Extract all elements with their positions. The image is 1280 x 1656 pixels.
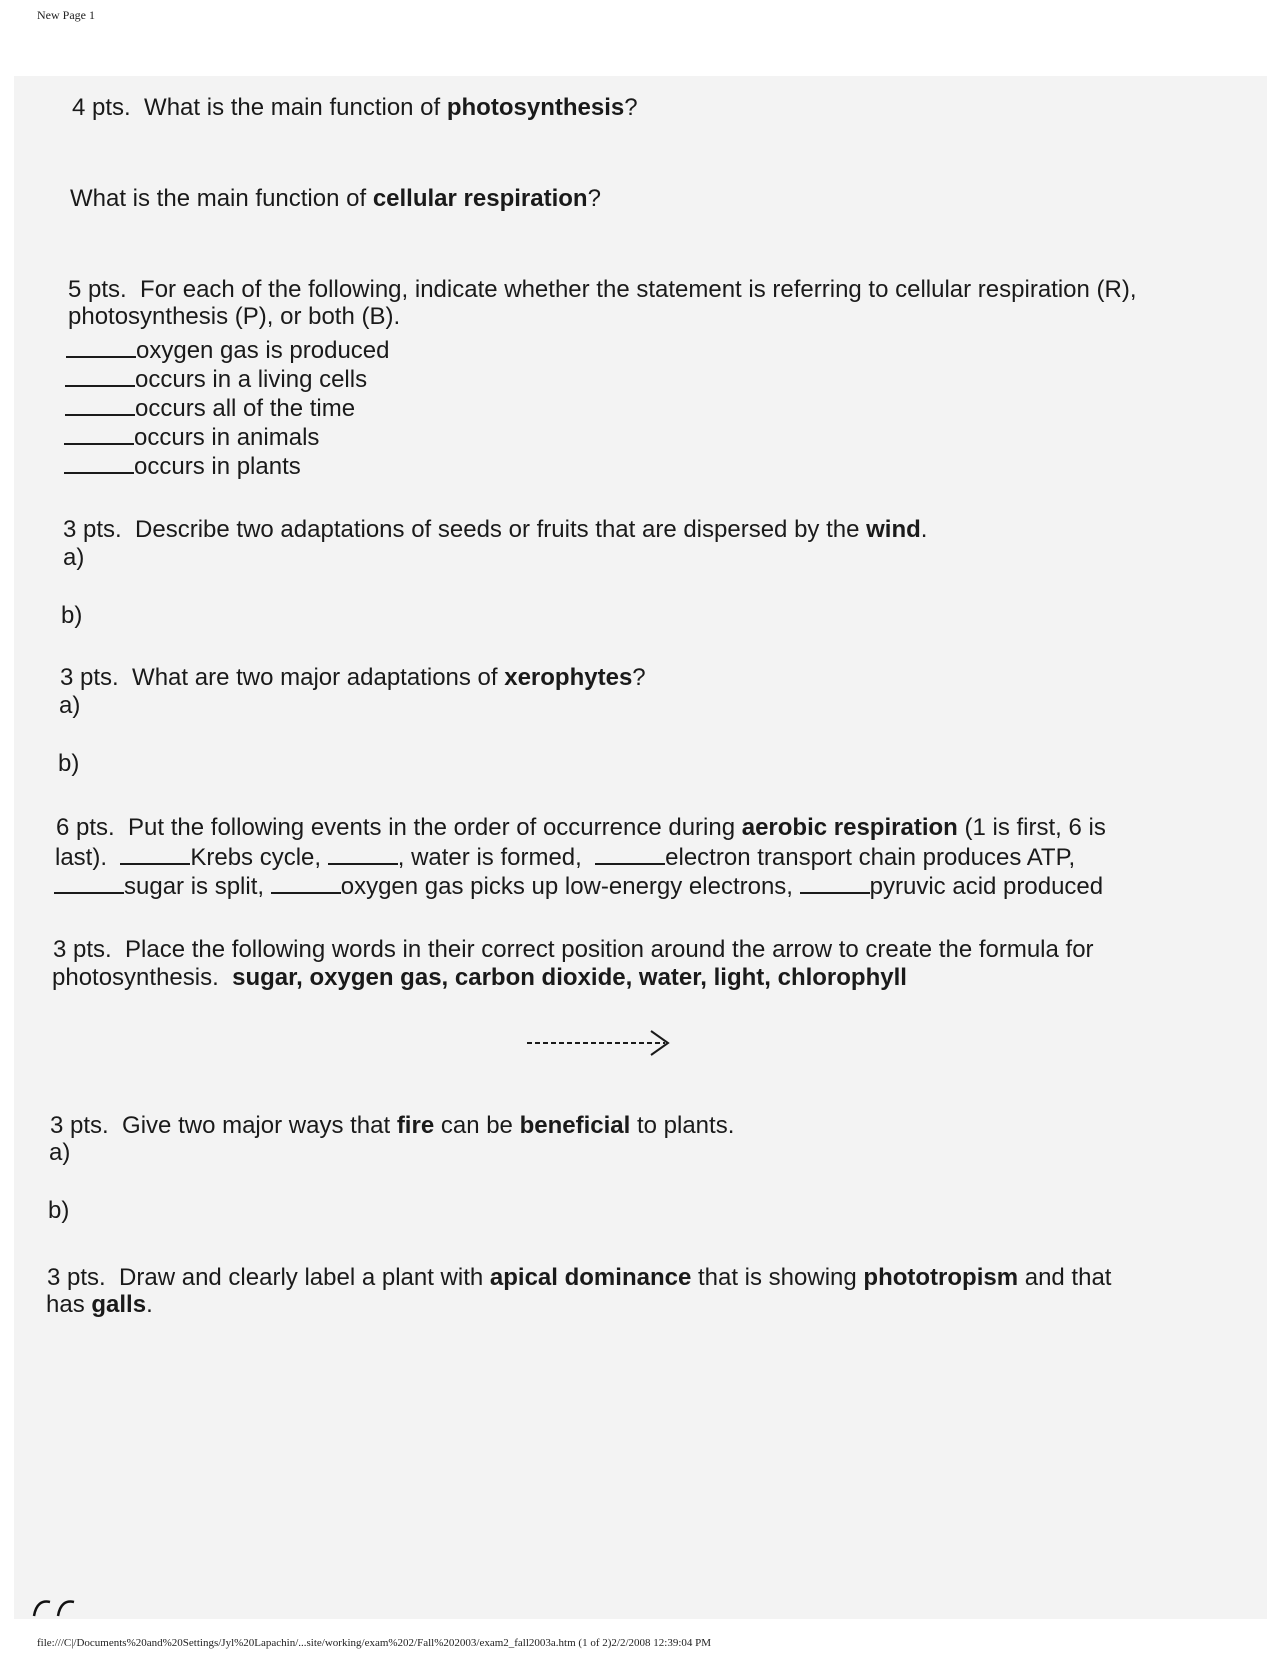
question-draw-plant-line2: has galls. — [46, 1291, 153, 1318]
answer-blank[interactable] — [65, 394, 135, 416]
answer-label-a: a) — [59, 692, 81, 719]
answer-blank[interactable] — [595, 843, 665, 865]
reaction-arrow-icon — [525, 1026, 675, 1060]
question-photosynthesis-formula-line2: photosynthesis. sugar, oxygen gas, carbon dioxide, water, light, chlorophyll — [52, 964, 907, 991]
answer-blank[interactable] — [66, 336, 136, 358]
page-footer: file:///C|/Documents%20and%20Settings/Jyl%20Lapachin/...site/working/exam%202/Fall%202003/exam2_fall2003a.htm (1 of 2)2/2/2008 12:39:04 PM — [37, 1637, 712, 1649]
question-wind-dispersal: 3 pts. Describe two adaptations of seeds or fruits that are dispersed by the wind. — [63, 516, 928, 543]
question-aerobic-respiration-line3: sugar is split, oxygen gas picks up low-energy electrons, pyruvic acid produced — [54, 872, 1103, 901]
list-item: occurs in a living cells — [65, 365, 367, 394]
answer-blank[interactable] — [271, 872, 341, 894]
list-item: occurs all of the time — [65, 394, 355, 423]
answer-label-b: b) — [58, 750, 80, 777]
answer-label-a: a) — [63, 544, 85, 571]
list-item: occurs in animals — [64, 423, 319, 452]
question-aerobic-respiration: 6 pts. Put the following events in the order of occurrence during aerobic respiration (1 is first, 6 is — [56, 814, 1106, 841]
question-r-p-b-line2: photosynthesis (P), or both (B). — [68, 303, 401, 330]
question-photosynthesis: 4 pts. What is the main function of photosynthesis? — [72, 94, 638, 121]
answer-label-b: b) — [48, 1197, 70, 1224]
answer-label-b: b) — [61, 602, 83, 629]
answer-blank[interactable] — [64, 423, 134, 445]
page-header: New Page 1 — [37, 8, 95, 22]
pencil-mark-icon — [30, 1596, 82, 1618]
question-fire-benefits: 3 pts. Give two major ways that fire can be beneficial to plants. — [50, 1112, 735, 1139]
list-item: occurs in plants — [64, 452, 301, 481]
answer-blank[interactable] — [328, 843, 398, 865]
answer-blank[interactable] — [800, 872, 870, 894]
answer-label-a: a) — [49, 1139, 71, 1166]
question-r-p-b: 5 pts. For each of the following, indicate whether the statement is referring to cellular respiration (R), — [68, 276, 1137, 303]
answer-blank[interactable] — [54, 872, 124, 894]
question-photosynthesis-formula: 3 pts. Place the following words in their correct position around the arrow to create the formula for — [53, 936, 1094, 963]
answer-blank[interactable] — [64, 452, 134, 474]
answer-blank[interactable] — [120, 843, 190, 865]
answer-blank[interactable] — [65, 365, 135, 387]
question-cellular-respiration: What is the main function of cellular respiration? — [70, 185, 601, 212]
list-item: oxygen gas is produced — [66, 336, 390, 365]
question-aerobic-respiration-line2: last). Krebs cycle, , water is formed, electron transport chain produces ATP, — [55, 844, 1076, 871]
question-xerophytes: 3 pts. What are two major adaptations of xerophytes? — [60, 664, 646, 691]
question-draw-plant: 3 pts. Draw and clearly label a plant with apical dominance that is showing phototropism and that — [47, 1264, 1112, 1291]
